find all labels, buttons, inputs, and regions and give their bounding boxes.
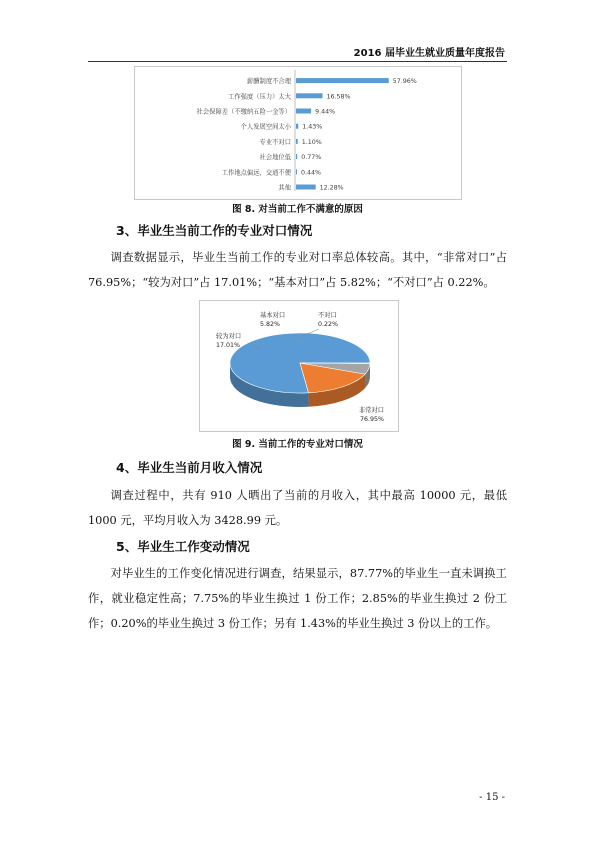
header-divider bbox=[88, 61, 507, 62]
bar-category-label: 社会地位低 bbox=[259, 154, 291, 162]
bar-value-label: 1.43% bbox=[302, 123, 323, 131]
major-match-pie-chart bbox=[199, 300, 399, 432]
section-3-paragraph: 调查数据显示，毕业生当前工作的专业对口率总体较高。其中，“非常对口”占 76.95%；“较为对口”占 17.01%；“基本对口”占 5.82%；“不对口”占 0.22%。 bbox=[88, 251, 507, 289]
report-header-title: 2016 届毕业生就业质量年度报告 bbox=[353, 48, 505, 59]
bar-value-label: 12.28% bbox=[319, 184, 344, 192]
pie-label: 不对口 bbox=[318, 312, 337, 319]
pie-value-label: 5.82% bbox=[260, 321, 281, 328]
bar-category-label: 专业不对口 bbox=[259, 138, 291, 146]
bar bbox=[296, 124, 298, 129]
bar-category-label: 薪酬制度不合理 bbox=[246, 78, 291, 86]
bar bbox=[296, 109, 311, 114]
bar-category-label: 工作强度（压力）太大 bbox=[228, 93, 291, 101]
bar-value-label: 16.58% bbox=[326, 93, 351, 101]
bar-value-label: 0.44% bbox=[301, 169, 322, 177]
figure-9-caption: 图 9. 当前工作的专业对口情况 bbox=[232, 439, 363, 450]
pie-value-label: 0.22% bbox=[318, 321, 339, 328]
pie-chart-svg bbox=[200, 301, 398, 431]
bar-category-label: 社会保障差（不缴纳五险一金等） bbox=[196, 108, 291, 116]
section-5-heading: 5、毕业生工作变动情况 bbox=[116, 539, 250, 554]
bar bbox=[296, 169, 297, 174]
pie-label: 非常对口 bbox=[358, 407, 384, 414]
bar-value-label: 1.10% bbox=[301, 138, 322, 146]
bar-category-label: 个人发展空间太小 bbox=[240, 123, 291, 131]
section-4-heading: 4、毕业生当前月收入情况 bbox=[116, 460, 263, 475]
bar bbox=[296, 93, 323, 98]
bar-category-label: 其他 bbox=[278, 184, 291, 192]
pie-value-label: 17.01% bbox=[216, 342, 241, 349]
figure-8-caption: 图 8. 对当前工作不满意的原因 bbox=[232, 204, 363, 215]
bar bbox=[296, 78, 389, 83]
bar bbox=[296, 185, 316, 190]
bar-value-label: 0.77% bbox=[301, 154, 322, 162]
bar-value-label: 57.96% bbox=[392, 78, 417, 86]
pie-label: 基本对口 bbox=[260, 312, 286, 319]
bar bbox=[296, 154, 297, 159]
bar-value-label: 9.44% bbox=[315, 108, 336, 116]
section-5-paragraph: 对毕业生的工作变化情况进行调查，结果显示，87.77%的毕业生一直未调换工作，就业稳定性高；7.75%的毕业生换过 1 份工作；2.85%的毕业生换过 2 份工作；0.20%的毕业生换过 3 份工作；另有 1.43%的毕业生换过 3 份以上的工作。 bbox=[88, 567, 507, 630]
dissatisfaction-bar-chart bbox=[134, 66, 462, 200]
bar-chart-svg bbox=[135, 67, 461, 199]
pie-label: 较为对口 bbox=[216, 333, 242, 340]
section-3-heading: 3、毕业生当前工作的专业对口情况 bbox=[116, 223, 313, 238]
bar-category-label: 工作地点偏远，交通不便 bbox=[221, 169, 291, 177]
section-4-paragraph: 调查过程中，共有 910 人晒出了当前的月收入，其中最高 10000 元，最低 1000 元，平均月收入为 3428.99 元。 bbox=[88, 489, 507, 527]
pie-value-label: 76.95% bbox=[359, 416, 384, 423]
bar bbox=[296, 139, 298, 144]
page-number: - 15 - bbox=[479, 792, 505, 803]
